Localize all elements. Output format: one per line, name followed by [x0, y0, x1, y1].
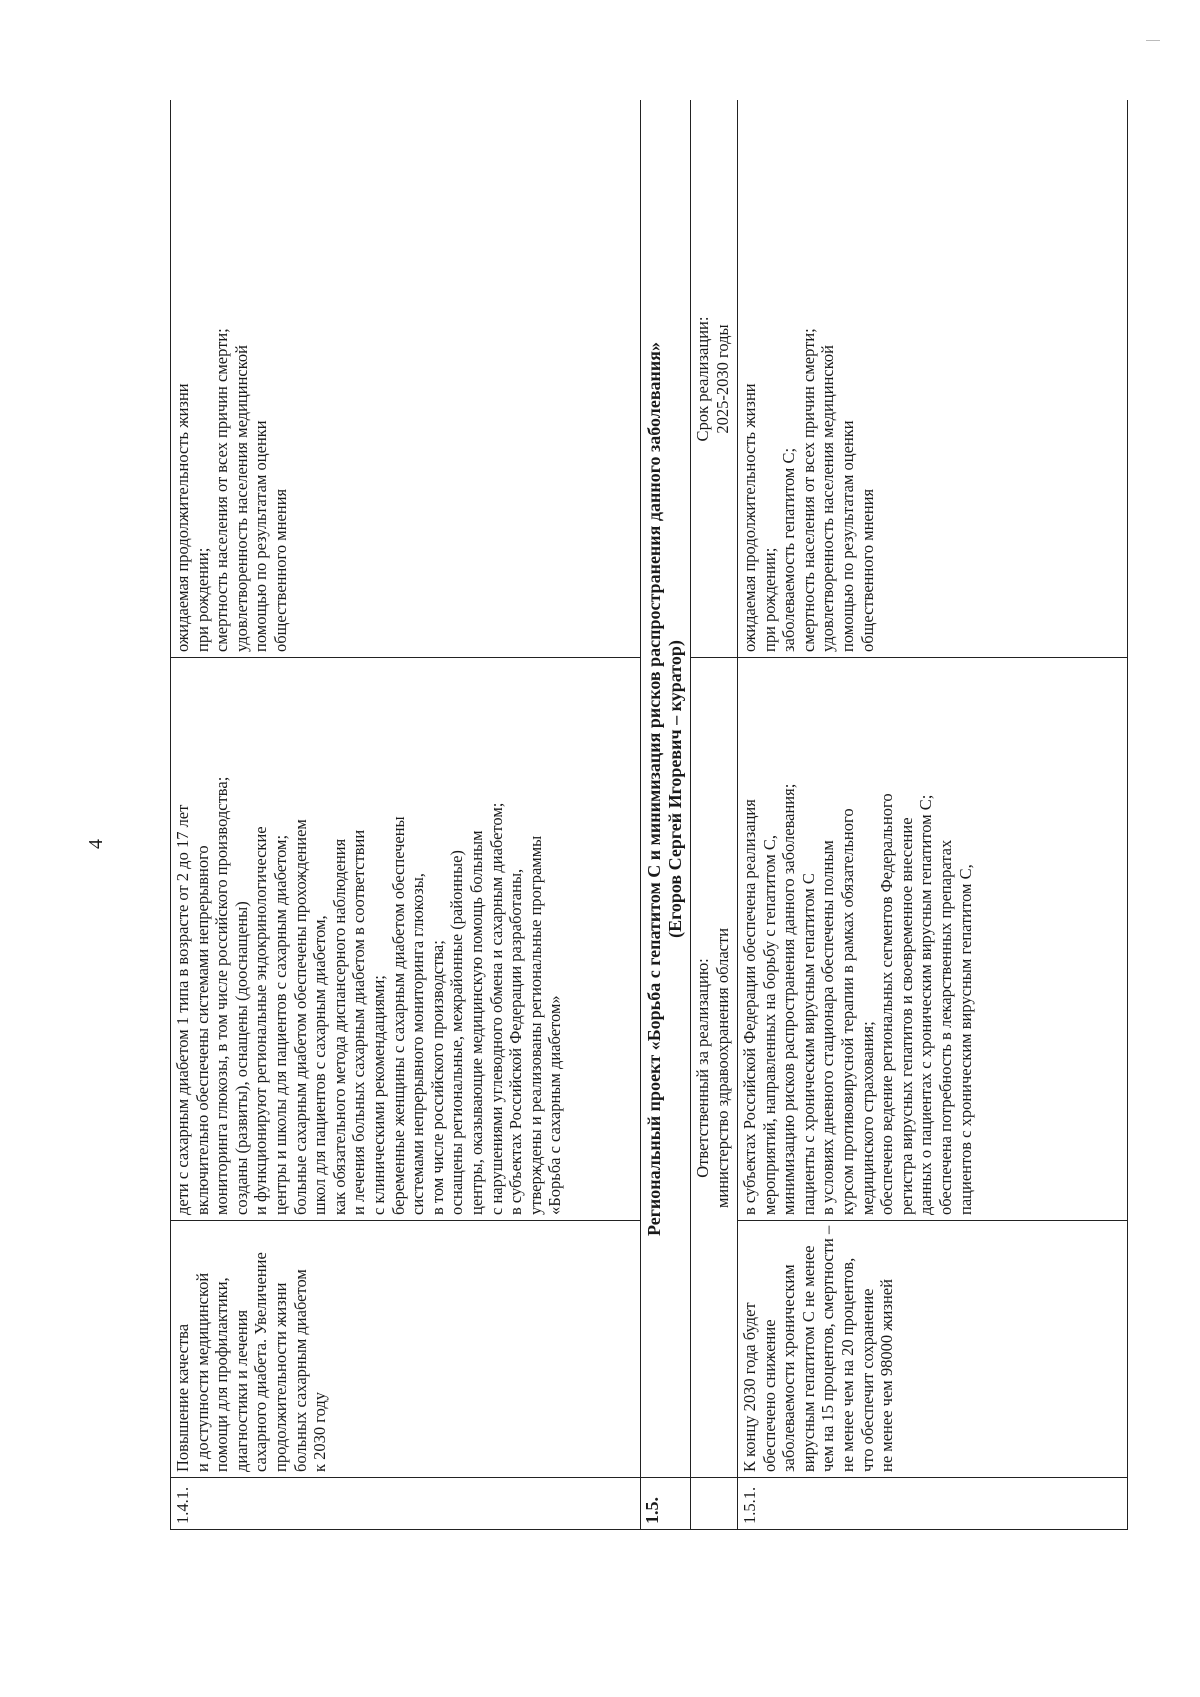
- page-number: 4: [85, 839, 107, 849]
- text-line: в субъектах Российской Федерации разработаны,: [506, 868, 526, 1215]
- text-line: К концу 2030 года будет: [740, 1302, 759, 1472]
- text-line: мероприятий, направленных на борьбу с гепатитом С,: [759, 834, 779, 1215]
- text-line: больные сахарным диабетом обеспечены прохождением: [290, 819, 310, 1215]
- text-line: мониторинга глюкозы, в том числе российского производства;: [212, 776, 232, 1215]
- text-line: помощью по результатам оценки: [251, 420, 271, 652]
- text-line: в условиях дневного стационара обеспечены полным: [818, 840, 838, 1215]
- text-line: курсом противовирусной терапии в рамках обязательного: [837, 808, 857, 1215]
- text-line: заболеваемости хроническим: [779, 1264, 799, 1472]
- text-line: что обеспечит сохранение: [857, 1288, 877, 1472]
- empty-cell: [691, 1478, 738, 1530]
- program-table: [170, 100, 1128, 1530]
- responsible-row: [691, 100, 738, 1530]
- text-line: данных о пациентах с хроническим вирусным гепатитом С;: [916, 794, 936, 1215]
- text-line: Повышение качества: [173, 1323, 192, 1472]
- text-line: удовлетворенность населения медицинской: [818, 345, 838, 652]
- row-number-cell: 1.5.1.: [738, 1478, 1128, 1530]
- text-line: минимизацию рисков распространения данного заболевания;: [779, 783, 799, 1215]
- text-line: центры и школы для пациентов с сахарным диабетом;: [270, 834, 290, 1215]
- text-line: вирусным гепатитом С не менее: [798, 1245, 818, 1472]
- text-line: не менее чем 98000 жизней: [877, 1279, 897, 1472]
- text-line: обеспечено ведение региональных сегментов Федерального: [877, 793, 897, 1215]
- text-line: при рождении;: [759, 547, 779, 652]
- text-line: к 2030 году: [310, 1391, 330, 1472]
- goal-cell: [738, 1221, 1128, 1478]
- indicators-cell: [171, 100, 641, 658]
- text-line: смертность населения от всех причин смерти;: [798, 328, 818, 652]
- text-line: ожидаемая продолжительность жизни: [173, 383, 192, 652]
- text-line: диагностики и лечения: [231, 1309, 251, 1472]
- term-value: 2025-2030 годы: [712, 324, 732, 434]
- text-line: и доступности медицинской: [192, 1272, 212, 1472]
- term-label: Срок реализации:: [693, 316, 712, 442]
- text-line: медицинского страхования;: [857, 1021, 877, 1215]
- results-cell: [738, 658, 1128, 1221]
- table-wrap: [170, 100, 1130, 1530]
- text-line: в субъектах Российской Федерации обеспечена реализация: [740, 799, 759, 1215]
- text-line: пациенты с хроническим вирусным гепатитом С: [798, 873, 818, 1215]
- table-row-1-5-1: [738, 100, 1128, 1530]
- project-title-cell: [641, 100, 691, 1478]
- text-line: при рождении;: [192, 547, 212, 652]
- text-line: и лечения больных сахарным диабетом в соответствии: [349, 829, 369, 1215]
- text-line: обеспечена потребность в лекарственных препаратах: [935, 839, 955, 1215]
- text-line: с нарушениями углеводного обмена и сахарным диабетом;: [486, 802, 506, 1215]
- responsible-cell: [691, 658, 738, 1478]
- project-curator: (Егоров Сергей Игоревич – куратор): [665, 640, 685, 938]
- goal-cell: [171, 1221, 641, 1478]
- text-line: продолжительности жизни: [270, 1282, 290, 1472]
- text-line: регистра вирусных гепатитов и своевременное внесение: [896, 817, 916, 1215]
- text-line: сахарного диабета. Увеличение: [251, 1252, 271, 1472]
- text-line: с клиническими рекомендациями;: [368, 975, 388, 1215]
- text-line: смертность населения от всех причин смерти;: [212, 328, 232, 652]
- text-line: общественного мнения: [857, 488, 877, 652]
- term-cell: [691, 100, 738, 658]
- text-line: общественного мнения: [270, 488, 290, 652]
- text-line: пациентов с хроническим вирусным гепатитом С,: [955, 864, 975, 1215]
- indicators-cell: [738, 100, 1128, 658]
- text-line: оснащены региональные, межрайонные (районные): [447, 850, 467, 1215]
- text-line: утверждены и реализованы региональные программы: [525, 835, 545, 1215]
- text-line: школ для пациентов с сахарным диабетом,: [310, 915, 330, 1215]
- text-line: больных сахарным диабетом: [290, 1269, 310, 1472]
- text-line: центры, оказывающие медицинскую помощь больным: [466, 830, 486, 1215]
- responsible-label: Ответственный за реализацию:: [693, 958, 712, 1178]
- table-row-1-4-1: [171, 100, 641, 1530]
- project-number-cell: 1.5.: [641, 1478, 691, 1530]
- results-cell: [171, 658, 641, 1221]
- text-line: ожидаемая продолжительность жизни: [740, 383, 759, 652]
- responsible-value: министерство здравоохранения области: [712, 927, 732, 1209]
- text-line: в том числе российского производства;: [427, 940, 447, 1215]
- text-line: дети с сахарным диабетом 1 типа в возрасте от 2 до 17 лет: [173, 804, 192, 1215]
- text-line: обеспечено снижение: [759, 1319, 779, 1472]
- text-line: включительно обеспечены системами непрерывного: [192, 845, 212, 1215]
- project-heading-row: [641, 100, 691, 1530]
- scan-mark: [1146, 40, 1160, 41]
- text-line: и функционируют региональные эндокринологические: [251, 826, 271, 1215]
- text-line: заболеваемость гепатитом С;: [779, 447, 799, 652]
- text-line: беременные женщины с сахарным диабетом обеспечены: [388, 816, 408, 1215]
- text-line: системами непрерывного мониторинга глюкозы,: [408, 873, 428, 1215]
- text-line: «Борьба с сахарным диабетом»: [545, 995, 565, 1215]
- text-line: чем на 15 процентов, смертности –: [818, 1225, 838, 1472]
- text-line: как обязательного метода диспансерного наблюдения: [329, 838, 349, 1215]
- project-title: Региональный проект «Борьба с гепатитом С и минимизация рисков распространения данного заболевания»: [644, 341, 664, 1237]
- text-line: удовлетворенность населения медицинской: [231, 345, 251, 652]
- text-line: помощи для профилактики,: [212, 1277, 232, 1472]
- text-line: помощью по результатам оценки: [837, 420, 857, 652]
- rotated-table-frame: [170, 100, 1130, 1530]
- text-line: созданы (развиты), оснащены (дооснащены): [231, 901, 251, 1215]
- row-number-cell: 1.4.1.: [171, 1478, 641, 1530]
- text-line: не менее чем на 20 процентов,: [837, 1257, 857, 1472]
